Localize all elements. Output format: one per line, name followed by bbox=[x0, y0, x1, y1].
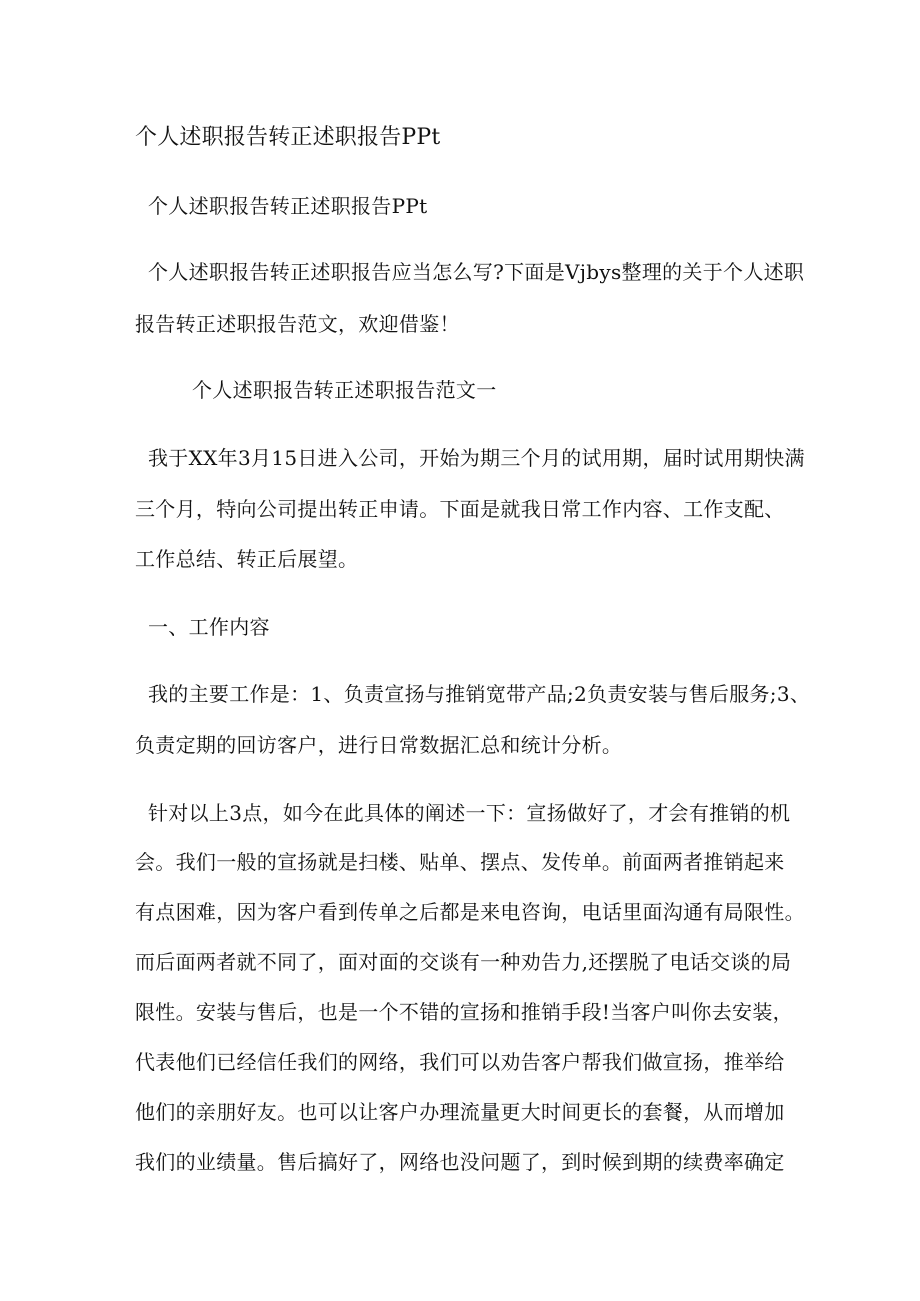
sample-heading: 个人述职报告转正述职报告范文一 bbox=[192, 378, 497, 402]
document-title: 个人述职报告转正述职报告PPt bbox=[135, 125, 441, 150]
paragraph2-line-1: 我的主要工作是：1、负责宣扬与推销宽带产品;2负责安装与售后服务;3、 bbox=[148, 682, 811, 706]
paragraph3-line-2: 会。我们一般的宣扬就是扫楼、贴单、摆点、发传单。前面两者推销起来 bbox=[135, 850, 785, 874]
document-subtitle: 个人述职报告转正述职报告PPt bbox=[148, 194, 428, 218]
paragraph3-line-1: 针对以上3点，如今在此具体的阐述一下：宣扬做好了，才会有推销的机 bbox=[148, 801, 791, 825]
paragraph1-line-1: 我于XX年3月15日进入公司，开始为期三个月的试用期，届时试用期快满 bbox=[148, 446, 805, 470]
paragraph3-line-8: 我们的业绩量。售后搞好了，网络也没问题了，到时候到期的续费率确定 bbox=[135, 1150, 785, 1174]
paragraph1-line-3: 工作总结、转正后展望。 bbox=[135, 547, 359, 571]
paragraph1-line-2: 三个月，特向公司提出转正申请。下面是就我日常工作内容、工作支配、 bbox=[135, 497, 785, 521]
paragraph3-line-5: 限性。安装与售后，也是一个不错的宣扬和推销手段!当客户叫你去安装， bbox=[135, 1000, 793, 1024]
paragraph2-line-2: 负责定期的回访客户，进行日常数据汇总和统计分析。 bbox=[135, 733, 623, 757]
paragraph3-line-6: 代表他们已经信任我们的网络，我们可以劝告客户帮我们做宣扬，推举给 bbox=[135, 1050, 785, 1074]
paragraph3-line-4: 而后面两者就不同了，面对面的交谈有一种劝告力,还摆脱了电话交谈的局 bbox=[135, 950, 792, 974]
intro-line-2: 报告转正述职报告范文，欢迎借鉴！ bbox=[135, 312, 460, 336]
paragraph3-line-7: 他们的亲朋好友。也可以让客户办理流量更大时间更长的套餐，从而增加 bbox=[135, 1100, 785, 1124]
paragraph3-line-3: 有点困难，因为客户看到传单之后都是来电咨询，电话里面沟通有局限性。 bbox=[135, 900, 805, 924]
intro-line-1: 个人述职报告转正述职报告应当怎么写?下面是Vjbys整理的关于个人述职 bbox=[148, 260, 805, 284]
section1-heading: 一、工作内容 bbox=[148, 615, 270, 639]
